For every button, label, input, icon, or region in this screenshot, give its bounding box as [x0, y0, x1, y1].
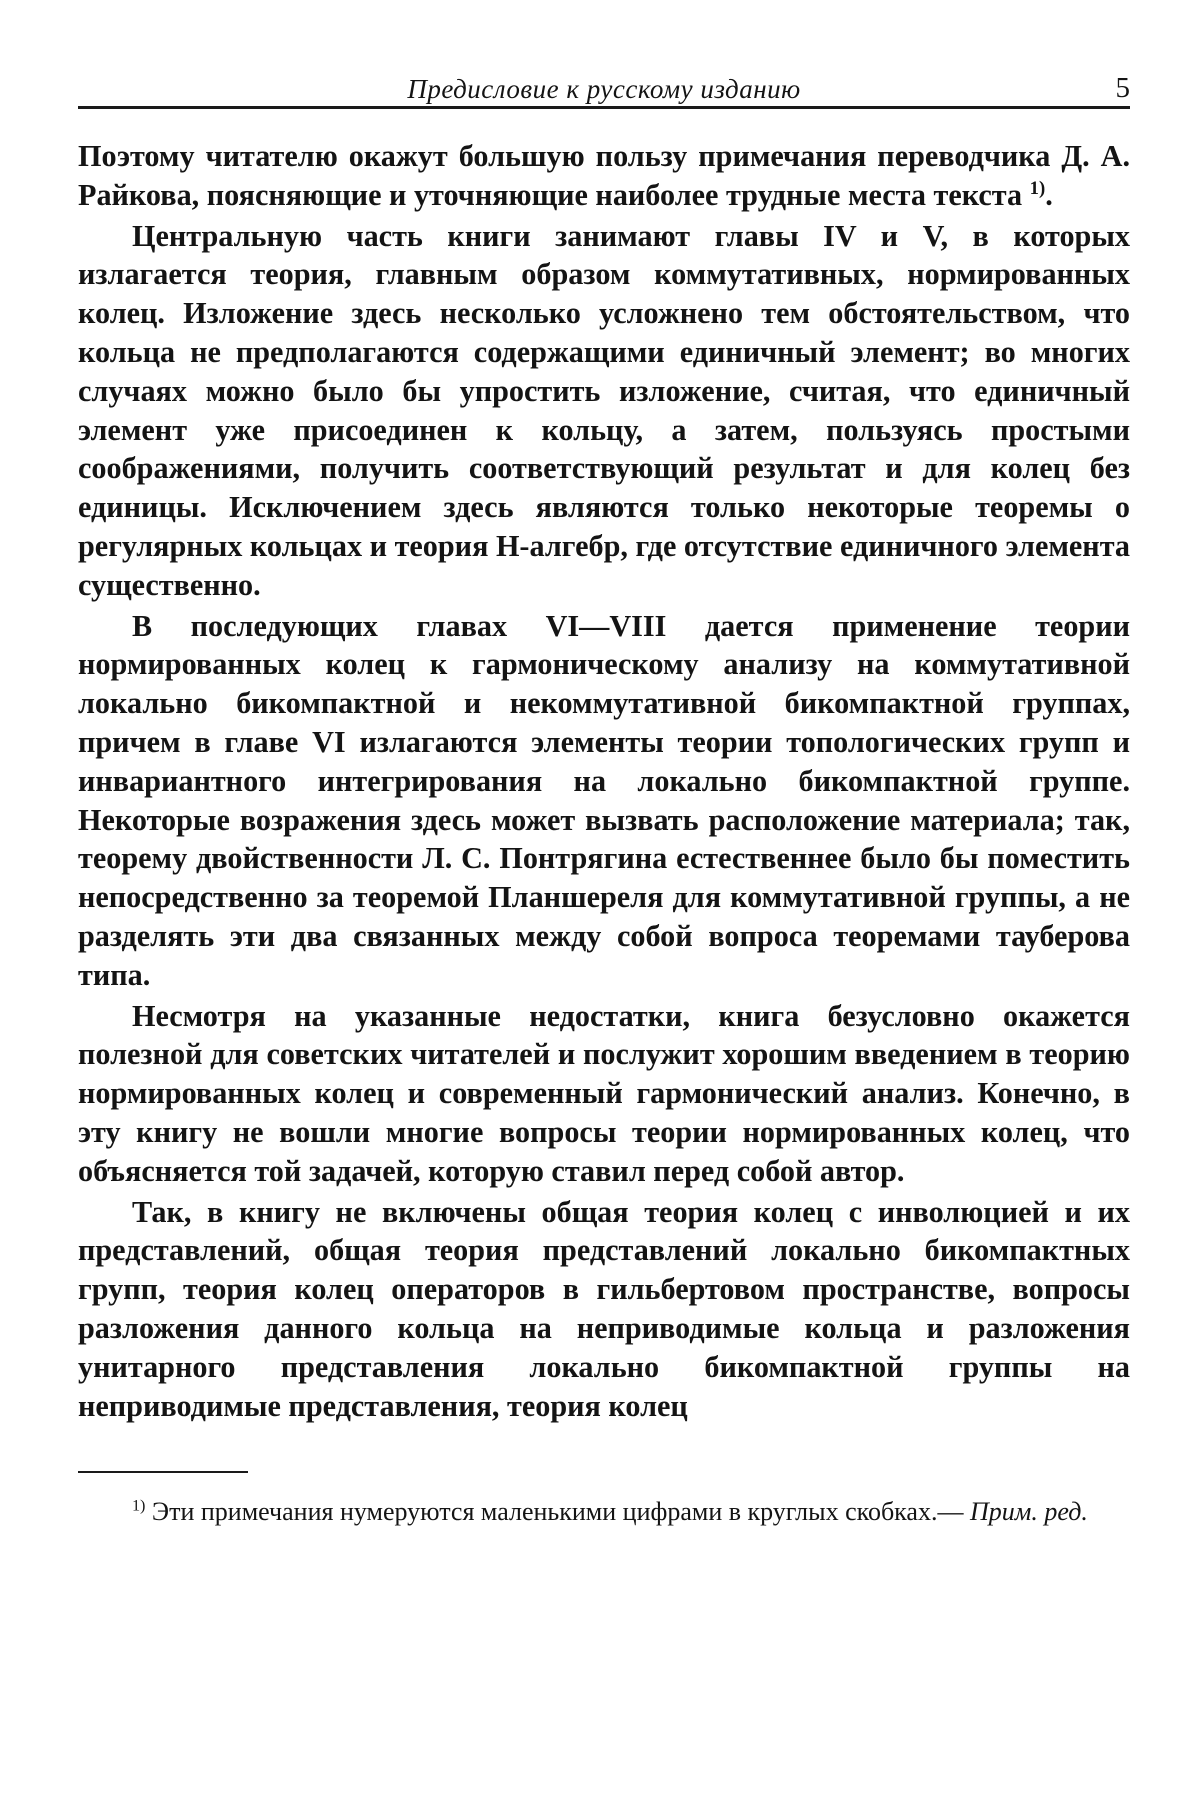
paragraph-5: Так, в книгу не включены общая теория колец с инволюцией и их представлений, общая теория представлений локально бикомпактных групп, теория колец операторов в гильбертовом пространстве, вопросы разложения данного кольца на неприводимые кольца и разложения унитарного представления локально бикомпактной группы на неприводимые представления, теория колец — [78, 1194, 1130, 1423]
book-page — [78, 60, 1130, 1530]
footnote-reference: 1) — [1029, 177, 1046, 199]
running-title: Предисловие к русскому изданию — [407, 74, 801, 104]
paragraph-2: Центральную часть книги занимают главы IV и V, в которых излагается теория, главным образом коммутативных, нормированных колец. Изложение здесь несколько усложнено тем обстоятельством, что кольца не предполагаются содержащими единичный элемент; во многих случаях можно было бы упростить изложение, считая, что единичный элемент уже присоединен к кольцу, а затем, пользуясь простыми соображениями, получить соответствующий результат и для колец без единицы. Исключением здесь являются только некоторые теоремы о регулярных кольцах и теория Н-алгебр, где отсутствие единичного элемента существенно. — [78, 218, 1130, 602]
footnote-rule — [78, 1471, 248, 1473]
footnote-text: Эти примечания нумеруются маленькими цифрами в круглых скобках.— — [151, 1497, 964, 1527]
paragraph-1 — [78, 137, 1130, 215]
header-rule — [78, 106, 1130, 109]
paragraph-1-end: . — [1045, 177, 1053, 212]
paragraph-4: Несмотря на указанные недостатки, книга безусловно окажется полезной для советских читателей и послужит хорошим введением в теорию нормированных колец и современный гармонический анализ. Конечно, в эту книгу не вошли многие вопросы теории нормированных колец, что объясняется той задачей, которую ставил перед собой автор. — [78, 998, 1130, 1188]
paragraph-3: В последующих главах VI—VIII дается применение теории нормированных колец к гармоническому анализу на коммутативной локально бикомпактной и некоммутативной бикомпактной группах, причем в главе VI излагаются элементы теории топологических групп и инвариантного интегрирования на локально бикомпактной группе. Некоторые возражения здесь может вызвать расположение материала; так, теорему двойственности Л. С. Понтрягина естественнее было бы поместить непосредственно за теоремой Планшереля для коммутативной группы, а не разделять эти два связанных между собой вопроса теоремами тауберова типа. — [78, 608, 1130, 992]
main-text — [78, 137, 1130, 1425]
footnote-marker: 1) — [132, 1497, 146, 1515]
running-head — [78, 60, 1130, 106]
footnote — [78, 1493, 1130, 1530]
paragraph-1-text: Поэтому читателю окажут большую пользу примечания переводчика Д. А. Райкова, поясняющие и уточняющие наиболее трудные места текста — [78, 139, 1130, 212]
footnote-editor-note: Прим. ред. — [969, 1497, 1088, 1527]
page-number: 5 — [1115, 72, 1130, 104]
